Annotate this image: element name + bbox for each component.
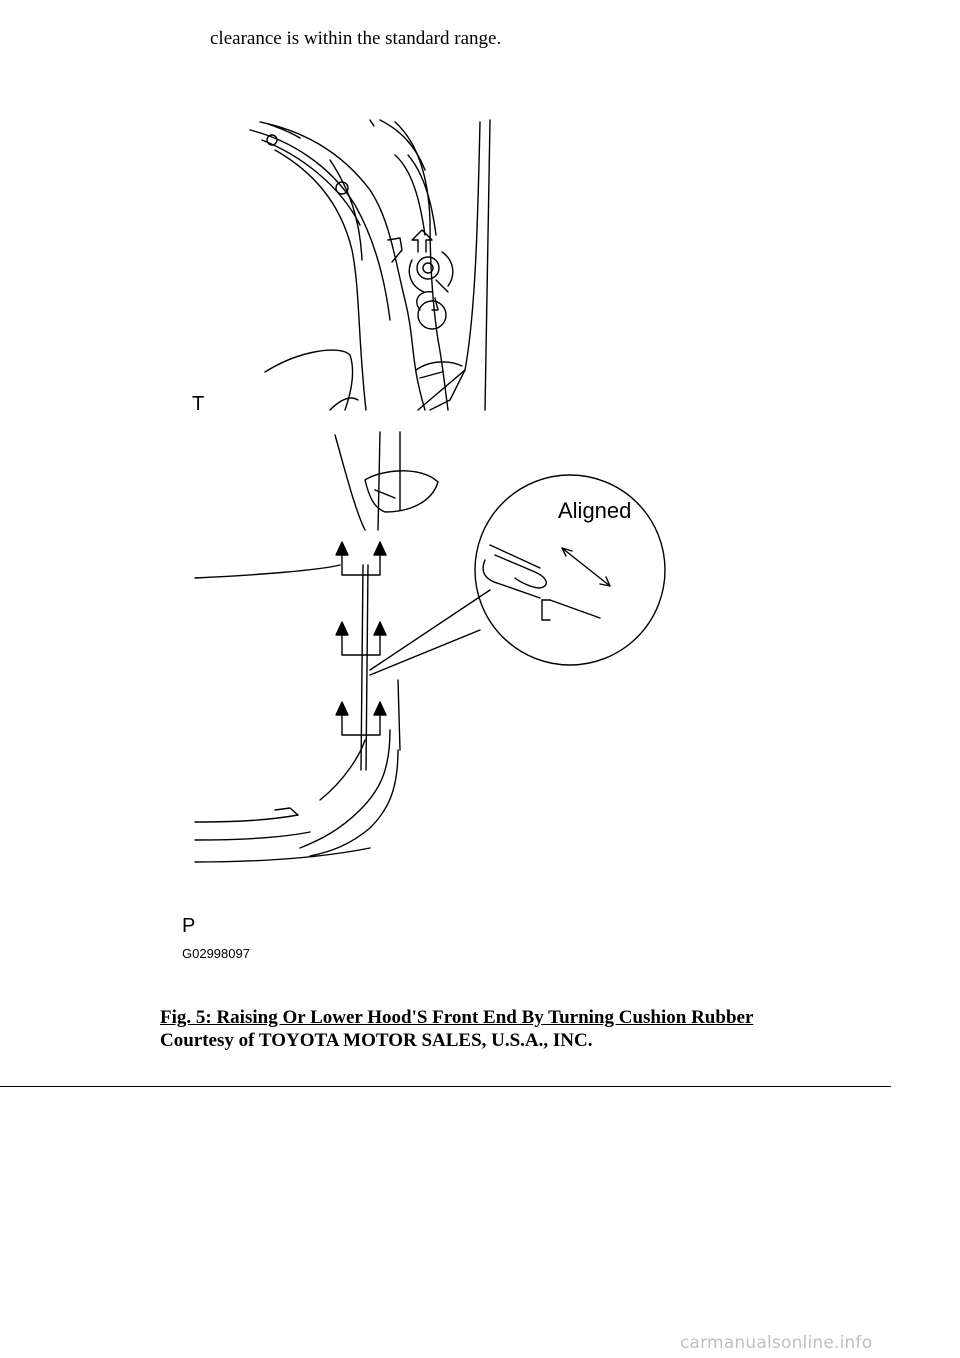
bottom-view-drawing: [195, 432, 665, 862]
aligned-label: Aligned: [558, 498, 632, 523]
figure-credit: Courtesy of TOYOTA MOTOR SALES, U.S.A., INC.: [160, 1030, 593, 1051]
hood-adjustment-figure: [180, 110, 680, 970]
top-view-drawing: [250, 120, 490, 410]
horizontal-rule: [0, 1086, 891, 1087]
figure-code: G02998097: [182, 946, 250, 961]
intro-paragraph: clearance is within the standard range.: [210, 28, 502, 49]
site-watermark: carmanualsonline.info: [680, 1333, 873, 1353]
figure-caption[interactable]: Fig. 5: Raising Or Lower Hood'S Front End By Turning Cushion Rubber: [160, 1007, 754, 1028]
top-view-label: T: [192, 393, 205, 415]
bottom-view-label: P: [182, 915, 196, 937]
